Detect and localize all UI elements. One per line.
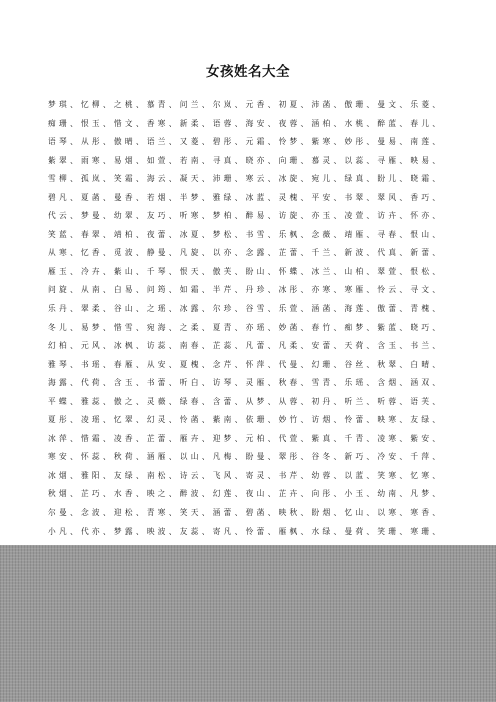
text-line: 秋烟、芷巧、水香、映之、醉波、幻莲、夜山、芷卉、向彤、小玉、幼南、凡梦、 [48, 489, 440, 499]
text-line: 小凡、代亦、梦露、映波、友蕊、寄凡、怜蕾、雁枫、水绿、曼荷、笑珊、寒珊、 [48, 526, 440, 536]
text-line: 从寒、忆香、觅波、静曼、凡旋、以亦、念露、芷蕾、千兰、新波、代真、新蕾、 [48, 248, 440, 258]
text-line: 冰萍、惜霜、凌香、芷蕾、雁卉、迎梦、元柏、代萱、紫真、千青、凌寒、紫安、 [48, 433, 440, 443]
text-line: 乐丹、翠柔、谷山、之瑶、冰露、尔珍、谷雪、乐萱、涵菡、海莲、傲蕾、青槐、 [48, 304, 440, 314]
text-line: 雅琴、书瑶、春雁、从安、夏槐、念芹、怀萍、代曼、幻珊、谷丝、秋翠、白晴、 [48, 359, 440, 369]
text-line: 梦琪、忆柳、之桃、慕青、问兰、尔岚、元香、初夏、沛菡、傲珊、曼文、乐菱、 [48, 100, 440, 109]
text-line: 平蝶、雅蕊、傲之、灵薇、绿春、含蕾、从梦、从蓉、初丹、听兰、听蓉、语芙、 [48, 396, 440, 406]
text-line: 代云、梦曼、幼翠、友巧、听寒、梦柏、醉易、访旋、亦玉、凌萱、访卉、怀亦、 [48, 211, 440, 221]
document-title: 女孩姓名大全 [206, 64, 290, 80]
text-line: 碧凡、夏菡、曼香、若烟、半梦、雅绿、冰蓝、灵槐、平安、书翠、翠风、香巧、 [48, 192, 440, 202]
text-line: 尔曼、念波、迎松、青寒、笑天、涵蕾、碧菡、映秋、盼烟、忆山、以寒、寒香、 [48, 508, 440, 518]
text-line: 夏彤、凌瑶、忆翠、幻灵、怜菡、紫南、依珊、妙竹、访烟、怜蕾、映寒、友绿、 [48, 415, 440, 425]
text-line: 冰烟、雅阳、友绿、南松、诗云、飞风、寄灵、书芹、幼蓉、以蓝、笑寒、忆寒、 [48, 470, 440, 480]
text-line: 紫翠、雨寒、易烟、如萱、若南、寻真、晓亦、向珊、慕灵、以蕊、寻雁、映易、 [48, 155, 440, 165]
text-line: 语琴、从彤、傲晴、语兰、又菱、碧彤、元霜、怜梦、紫寒、妙彤、曼易、南莲、 [48, 137, 440, 147]
text-line: 雁玉、冷卉、紫山、千琴、恨天、傲芙、盼山、怀蝶、冰兰、山柏、翠萱、恨松、 [48, 266, 440, 276]
text-line: 幻柏、元风、冰枫、访蕊、南春、芷蕊、凡蕾、凡柔、安蕾、天荷、含玉、书兰、 [48, 341, 440, 351]
preview-cutoff-overlay [0, 545, 496, 702]
document-body [48, 96, 440, 541]
text-line: 寒安、怀蕊、秋荷、涵雁、以山、凡梅、盼曼、翠彤、谷冬、新巧、冷安、千萍、 [48, 452, 440, 462]
text-line: 问旋、从南、白易、问筠、如霜、半芹、丹珍、冰彤、亦寒、寒雁、怜云、寻文、 [48, 285, 440, 295]
text-line: 痴珊、恨玉、惜文、香寒、新柔、语蓉、海安、夜蓉、涵柏、水桃、醉蓝、春儿、 [48, 118, 440, 128]
text-line: 雪柳、孤岚、笑霜、海云、凝天、沛珊、寒云、冰旋、宛儿、绿真、盼儿、晓霜、 [48, 174, 440, 184]
text-line: 冬儿、易梦、惜雪、宛海、之柔、夏青、亦瑶、妙菡、春竹、痴梦、紫蓝、晓巧、 [48, 322, 440, 332]
text-line: 笑蓝、春翠、靖柏、夜蕾、冰夏、梦松、书雪、乐枫、念薇、靖雁、寻春、恨山、 [48, 229, 440, 239]
text-line: 海露、代荷、含玉、书蕾、听白、访琴、灵雁、秋春、雪青、乐瑶、含烟、涵双、 [48, 378, 440, 388]
